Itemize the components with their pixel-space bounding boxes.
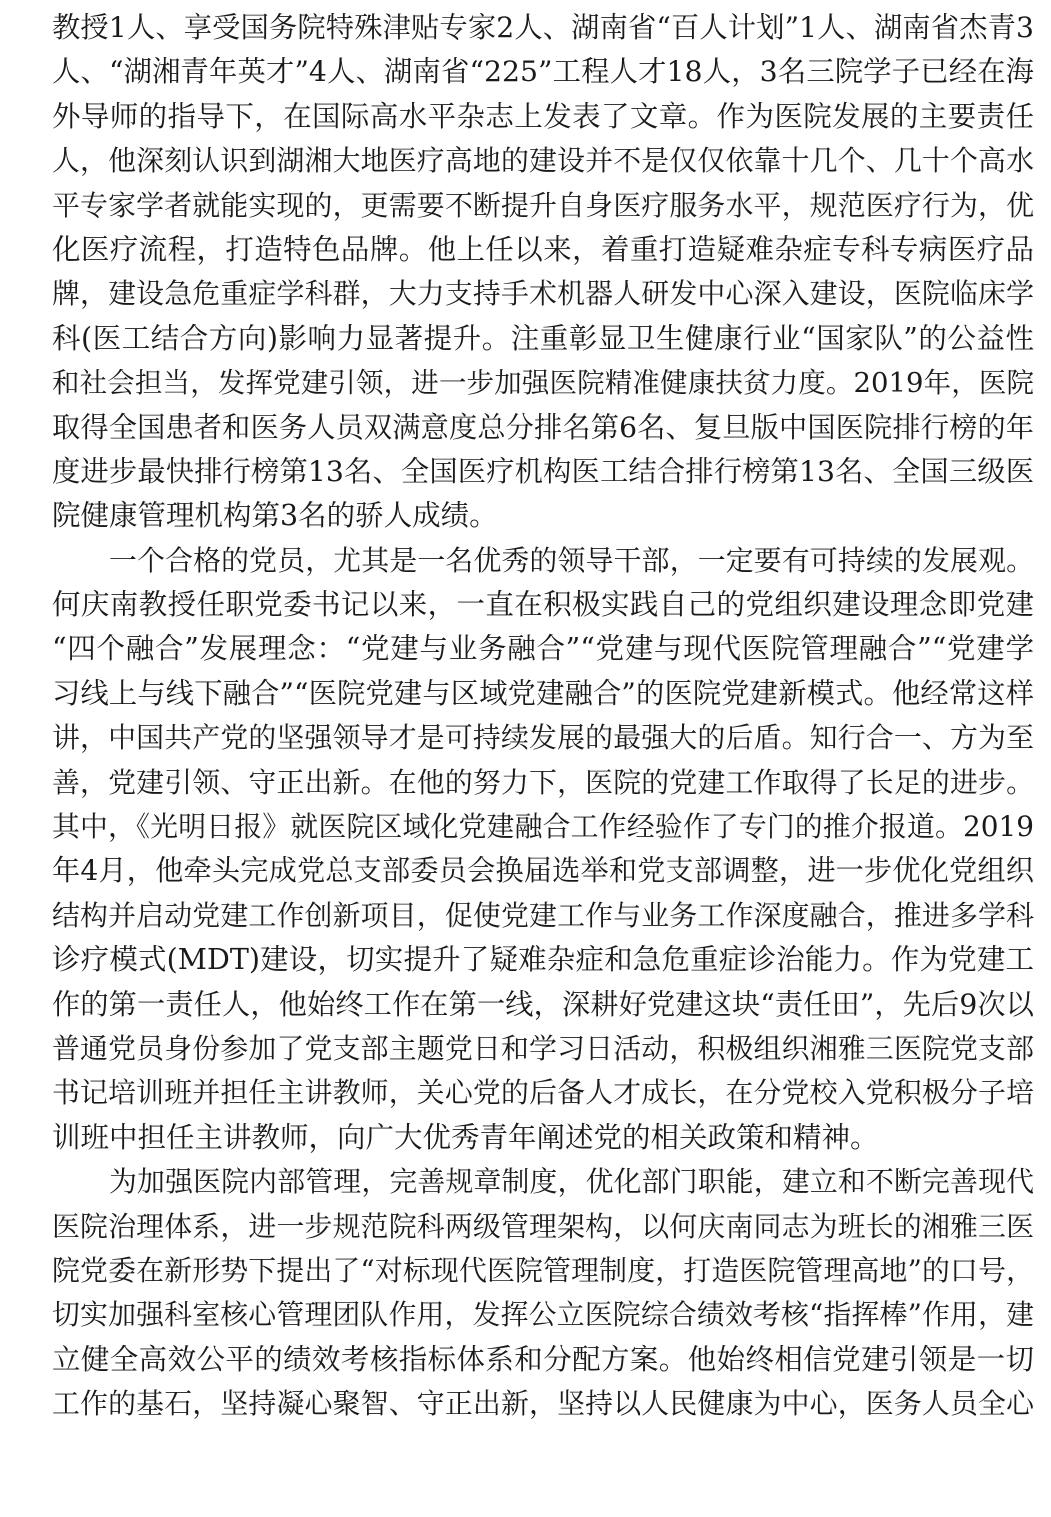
- text-line: 作的第一责任人，他始终工作在第一线，深耕好党建这块“责任田”，先后9次以: [52, 987, 1034, 1021]
- text-line: 人、“湖湘青年英才”4人、湖南省“225”工程人才18人，3名三院学子已经在海: [52, 55, 1034, 89]
- text-line: 切实加强科室核心管理团队作用，发挥公立医院综合绩效考核“指挥棒”作用，建: [52, 1298, 1034, 1332]
- text-line: 人，他深刻认识到湖湘大地医疗高地的建设并不是仅仅依靠十几个、几十个高水: [52, 144, 1034, 178]
- text-line: 结构并启动党建工作创新项目，促使党建工作与业务工作深度融合，推进多学科: [52, 898, 1034, 932]
- document-page: [52, 6, 1034, 1427]
- paragraph: [52, 1160, 1034, 1426]
- text-line: 牌，建设急危重症学科群，大力支持手术机器人研发中心深入建设，医院临床学: [52, 277, 1034, 311]
- text-line: 教授1人、享受国务院特殊津贴专家2人、湖南省“百人计划”1人、湖南省杰青3: [52, 11, 1034, 44]
- text-line: 诊疗模式(MDT)建设，切实提升了疑难杂症和急危重症诊治能力。作为党建工: [52, 943, 1034, 977]
- text-line: 讲，中国共产党的坚强领导才是可持续发展的最强大的后盾。知行合一、方为至: [52, 721, 1034, 755]
- text-line: 训班中担任主讲教师，向广大优秀青年阐述党的相关政策和精神。: [52, 1120, 879, 1154]
- text-line: 书记培训班并担任主讲教师，关心党的后备人才成长，在分党校入党积极分子培: [52, 1076, 1034, 1110]
- text-line: 立健全高效公平的绩效考核指标体系和分配方案。他始终相信党建引领是一切: [52, 1342, 1034, 1376]
- text-line: 习线上与线下融合”“医院党建与区域党建融合”的医院党建新模式。他经常这样: [52, 676, 1034, 710]
- paragraph: [52, 539, 1034, 1160]
- text-line: 善，党建引领、守正出新。在他的努力下，医院的党建工作取得了长足的进步。: [52, 765, 1034, 799]
- text-line: 何庆南教授任职党委书记以来，一直在积极实践自己的党组织建设理念即党建: [52, 588, 1034, 622]
- text-line: 外导师的指导下，在国际高水平杂志上发表了文章。作为医院发展的主要责任: [52, 99, 1034, 133]
- text-line: 院健康管理机构第3名的骄人成绩。: [52, 499, 498, 533]
- text-line: 普通党员身份参加了党支部主题党日和学习日活动，积极组织湘雅三医院党支部: [52, 1031, 1034, 1065]
- paragraph: [52, 6, 1034, 539]
- text-line: 工作的基石，坚持凝心聚智、守正出新，坚持以人民健康为中心，医务人员全心: [52, 1387, 1034, 1421]
- text-line: 取得全国患者和医务人员双满意度总分排名第6名、复旦版中国医院排行榜的年: [52, 410, 1034, 444]
- text-line: 院党委在新形势下提出了“对标现代医院管理制度，打造医院管理高地”的口号，: [52, 1253, 1034, 1287]
- text-line: 医院治理体系，进一步规范院科两级管理架构，以何庆南同志为班长的湘雅三医: [52, 1209, 1034, 1243]
- text-line: 平专家学者就能实现的，更需要不断提升自身医疗服务水平，规范医疗行为，优: [52, 188, 1034, 222]
- text-line: 一个合格的党员，尤其是一名优秀的领导干部，一定要有可持续的发展观。: [109, 543, 1034, 577]
- text-line: 为加强医院内部管理，完善规章制度，优化部门职能，建立和不断完善现代: [109, 1165, 1034, 1199]
- text-line: 科(医工结合方向)影响力显著提升。注重彰显卫生健康行业“国家队”的公益性: [52, 321, 1034, 355]
- text-line: 度进步最快排行榜第13名、全国医疗机构医工结合排行榜第13名、全国三级医: [52, 454, 1034, 488]
- text-line: 和社会担当，发挥党建引领，进一步加强医院精准健康扶贫力度。2019年，医院: [52, 367, 1034, 400]
- text-line: “四个融合”发展理念：“党建与业务融合”“党建与现代医院管理融合”“党建学: [52, 632, 1034, 666]
- text-line: 其中，《光明日报》就医院区域化党建融合工作经验作了专门的推介报道。2019: [52, 810, 1034, 844]
- text-line: 化医疗流程，打造特色品牌。他上任以来，着重打造疑难杂症专科专病医疗品: [52, 232, 1034, 266]
- text-line: 年4月，他牵头完成党总支部委员会换届选举和党支部调整，进一步优化党组织: [52, 854, 1034, 888]
